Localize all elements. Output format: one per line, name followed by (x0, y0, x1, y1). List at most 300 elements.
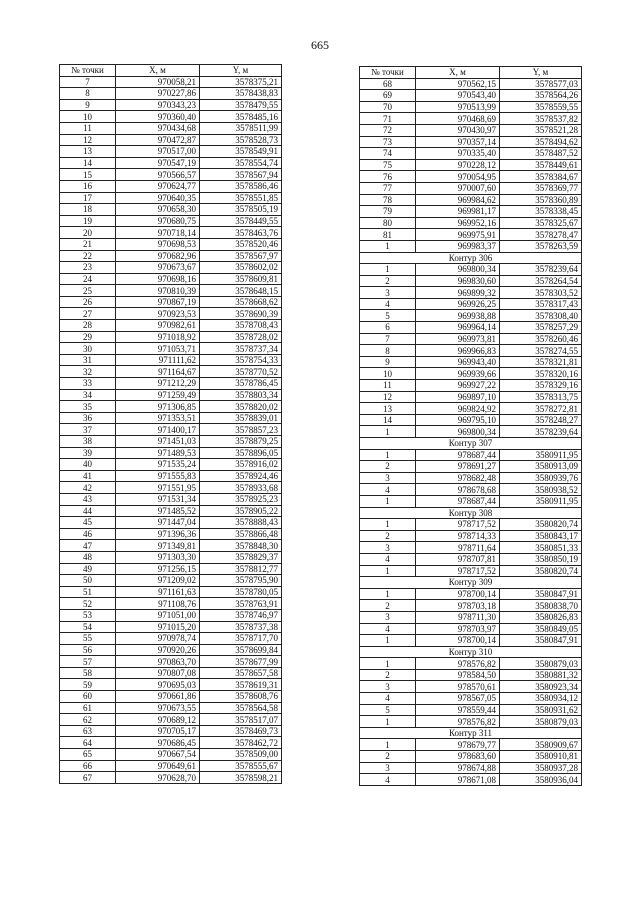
table-row (360, 310, 582, 322)
cell-point-number: 81 (360, 229, 416, 241)
cell-x: 978687,44 (416, 449, 500, 461)
cell-y: 3578857,23 (200, 424, 282, 436)
cell-y: 3578820,02 (200, 401, 282, 413)
cell-x: 971303,30 (116, 551, 200, 563)
table-row (360, 704, 582, 716)
cell-x: 969943,40 (416, 356, 500, 368)
cell-x: 970695,03 (116, 679, 200, 691)
cell-y: 3580879,03 (500, 658, 582, 670)
table-row (60, 76, 282, 88)
cell-point-number: 71 (360, 113, 416, 125)
cell-y: 3578812,77 (200, 563, 282, 575)
cell-point-number: 13 (60, 146, 116, 158)
cell-point-number: 45 (60, 517, 116, 529)
table-row (360, 171, 582, 183)
cell-y: 3578866,48 (200, 528, 282, 540)
table-row (60, 528, 282, 540)
cell-x: 978717,52 (416, 519, 500, 531)
cell-x: 978711,64 (416, 542, 500, 554)
cell-y: 3578780,05 (200, 586, 282, 598)
cell-x: 969984,62 (416, 194, 500, 206)
cell-x: 971489,53 (116, 447, 200, 459)
table-row (60, 621, 282, 633)
cell-point-number: 69 (360, 90, 416, 102)
cell-point-number: 27 (60, 308, 116, 320)
cell-y: 3578619,31 (200, 679, 282, 691)
cell-point-number: 41 (60, 470, 116, 482)
cell-y: 3578551,85 (200, 192, 282, 204)
cell-x: 970686,45 (116, 737, 200, 749)
table-row (60, 656, 282, 668)
cell-x: 978570,61 (416, 681, 500, 693)
cell-point-number: 5 (360, 310, 416, 322)
cell-point-number: 11 (60, 122, 116, 134)
cell-point-number: 10 (360, 368, 416, 380)
cell-x: 971256,15 (116, 563, 200, 575)
cell-point-number: 1 (360, 495, 416, 507)
table-row (360, 113, 582, 125)
cell-point-number: 17 (60, 192, 116, 204)
cell-point-number: 36 (60, 412, 116, 424)
cell-x: 978714,33 (416, 530, 500, 542)
cell-x: 978683,60 (416, 751, 500, 763)
cell-x: 971535,24 (116, 459, 200, 471)
cell-x: 970007,60 (416, 182, 500, 194)
cell-y: 3578763,91 (200, 598, 282, 610)
cell-point-number: 34 (60, 389, 116, 401)
cell-x: 970513,99 (416, 101, 500, 113)
cell-y: 3578520,46 (200, 238, 282, 250)
table-row (60, 749, 282, 761)
cell-y: 3578677,99 (200, 656, 282, 668)
cell-point-number: 1 (360, 739, 416, 751)
cell-y: 3580938,52 (500, 484, 582, 496)
cell-point-number: 72 (360, 124, 416, 136)
cell-y: 3578737,38 (200, 621, 282, 633)
table-row (60, 737, 282, 749)
cell-y: 3580879,03 (500, 716, 582, 728)
cell-x: 969800,34 (416, 264, 500, 276)
cell-y: 3580820,74 (500, 519, 582, 531)
cell-x: 971447,04 (116, 517, 200, 529)
cell-y: 3578509,00 (200, 749, 282, 761)
cell-point-number: 1 (360, 565, 416, 577)
cell-y: 3578511,99 (200, 122, 282, 134)
cell-x: 970227,86 (116, 88, 200, 100)
cell-y: 3580820,74 (500, 565, 582, 577)
table-row (60, 667, 282, 679)
cell-point-number: 19 (60, 215, 116, 227)
cell-x: 978703,97 (416, 623, 500, 635)
cell-x: 969926,25 (416, 298, 500, 310)
cell-y: 3580851,33 (500, 542, 582, 554)
cell-x: 970228,12 (416, 159, 500, 171)
table-row (60, 273, 282, 285)
cell-point-number: 80 (360, 217, 416, 229)
cell-y: 3578586,46 (200, 180, 282, 192)
table-row (60, 169, 282, 181)
cell-y: 3578239,64 (500, 264, 582, 276)
table-row (360, 739, 582, 751)
cell-y: 3578449,55 (200, 215, 282, 227)
cell-y: 3578924,46 (200, 470, 282, 482)
cell-point-number: 1 (360, 426, 416, 438)
table-row (60, 331, 282, 343)
cell-x: 971551,95 (116, 482, 200, 494)
table-row (60, 575, 282, 587)
cell-point-number: 1 (360, 449, 416, 461)
cell-point-number: 15 (60, 169, 116, 181)
table-row (60, 88, 282, 100)
cell-point-number: 8 (60, 88, 116, 100)
table-row (60, 227, 282, 239)
cell-y: 3578257,29 (500, 322, 582, 334)
cell-x: 970807,08 (116, 667, 200, 679)
table-row (60, 204, 282, 216)
table-row (360, 588, 582, 600)
cell-x: 970680,75 (116, 215, 200, 227)
cell-point-number: 62 (60, 714, 116, 726)
table-row (360, 380, 582, 392)
cell-point-number: 59 (60, 679, 116, 691)
table-row (60, 447, 282, 459)
table-row (360, 368, 582, 380)
cell-point-number: 70 (360, 101, 416, 113)
cell-point-number: 7 (360, 333, 416, 345)
cell-y: 3578308,40 (500, 310, 582, 322)
cell-x: 970434,68 (116, 122, 200, 134)
cell-point-number: 57 (60, 656, 116, 668)
cell-point-number: 66 (60, 760, 116, 772)
contour-row (360, 438, 582, 450)
table-row (360, 565, 582, 577)
table-row (360, 275, 582, 287)
cell-x: 971531,34 (116, 493, 200, 505)
table-row (360, 414, 582, 426)
cell-y: 3578648,15 (200, 285, 282, 297)
cell-x: 970472,87 (116, 134, 200, 146)
page-number: 665 (311, 38, 329, 52)
contour-title: Контур 308 (360, 507, 582, 519)
cell-y: 3580847,91 (500, 635, 582, 647)
cell-x: 970867,19 (116, 296, 200, 308)
cell-y: 3578320,16 (500, 368, 582, 380)
cell-y: 3578559,55 (500, 101, 582, 113)
table-row (360, 669, 582, 681)
table-row (360, 403, 582, 415)
cell-y: 3578848,30 (200, 540, 282, 552)
cell-x: 971015,20 (116, 621, 200, 633)
cell-x: 970661,86 (116, 691, 200, 703)
cell-x: 970566,57 (116, 169, 200, 181)
table-row (60, 401, 282, 413)
table-row (360, 553, 582, 565)
table-row (360, 264, 582, 276)
table-row (360, 774, 582, 786)
cell-point-number: 1 (360, 588, 416, 600)
cell-y: 3578239,64 (500, 426, 582, 438)
cell-point-number: 65 (60, 749, 116, 761)
cell-x: 970978,74 (116, 633, 200, 645)
cell-x: 978707,81 (416, 553, 500, 565)
table-row (360, 472, 582, 484)
cell-x: 970517,00 (116, 146, 200, 158)
cell-x: 970543,40 (416, 90, 500, 102)
cell-x: 978691,27 (416, 461, 500, 473)
cell-point-number: 25 (60, 285, 116, 297)
cell-x: 971306,85 (116, 401, 200, 413)
cell-point-number: 1 (360, 658, 416, 670)
cell-x: 970673,55 (116, 702, 200, 714)
table-row (360, 345, 582, 357)
table-row (360, 298, 582, 310)
cell-y: 3578248,27 (500, 414, 582, 426)
cell-y: 3578274,55 (500, 345, 582, 357)
cell-y: 3578786,45 (200, 378, 282, 390)
contour-row (360, 507, 582, 519)
cell-y: 3578770,52 (200, 366, 282, 378)
cell-point-number: 2 (360, 530, 416, 542)
table-row (60, 320, 282, 332)
table-header-row (360, 67, 582, 79)
cell-point-number: 79 (360, 206, 416, 218)
cell-point-number: 1 (360, 264, 416, 276)
cell-y: 3580931,62 (500, 704, 582, 716)
cell-point-number: 3 (360, 472, 416, 484)
table-row (360, 78, 582, 90)
cell-y: 3578905,22 (200, 505, 282, 517)
cell-x: 969975,91 (416, 229, 500, 241)
table-row (60, 134, 282, 146)
table-header-row (60, 65, 282, 77)
cell-y: 3578598,21 (200, 772, 282, 784)
table-row (60, 551, 282, 563)
cell-point-number: 63 (60, 725, 116, 737)
cell-point-number: 3 (360, 287, 416, 299)
cell-y: 3578564,26 (500, 90, 582, 102)
cell-x: 970673,67 (116, 262, 200, 274)
contour-row (360, 577, 582, 589)
cell-point-number: 33 (60, 378, 116, 390)
cell-point-number: 73 (360, 136, 416, 148)
cell-x: 970920,26 (116, 644, 200, 656)
cell-x: 970058,21 (116, 76, 200, 88)
header-x: Х, м (416, 67, 500, 79)
cell-y: 3580826,83 (500, 611, 582, 623)
cell-point-number: 18 (60, 204, 116, 216)
table-row (60, 517, 282, 529)
cell-point-number: 4 (360, 484, 416, 496)
table-row (60, 250, 282, 262)
table-row (360, 623, 582, 635)
cell-x: 970705,17 (116, 725, 200, 737)
contour-title: Контур 311 (360, 727, 582, 739)
cell-point-number: 35 (60, 401, 116, 413)
table-row (60, 424, 282, 436)
table-row (360, 681, 582, 693)
cell-x: 970335,40 (416, 148, 500, 160)
cell-point-number: 2 (360, 600, 416, 612)
cell-y: 3578485,16 (200, 111, 282, 123)
cell-y: 3580937,28 (500, 762, 582, 774)
cell-point-number: 9 (360, 356, 416, 368)
cell-x: 978700,14 (416, 635, 500, 647)
table-body (360, 78, 582, 785)
table-row (60, 725, 282, 737)
table-row (360, 124, 582, 136)
cell-y: 3578916,02 (200, 459, 282, 471)
table-row (60, 146, 282, 158)
cell-y: 3578469,73 (200, 725, 282, 737)
table-row (60, 308, 282, 320)
cell-point-number: 47 (60, 540, 116, 552)
cell-x: 970689,12 (116, 714, 200, 726)
coordinates-table-right (359, 66, 582, 786)
cell-y: 3578329,16 (500, 380, 582, 392)
cell-y: 3578479,55 (200, 99, 282, 111)
cell-point-number: 24 (60, 273, 116, 285)
cell-y: 3578463,76 (200, 227, 282, 239)
cell-x: 970640,35 (116, 192, 200, 204)
cell-y: 3578657,58 (200, 667, 282, 679)
cell-y: 3578462,72 (200, 737, 282, 749)
table-row (360, 90, 582, 102)
cell-x: 971396,36 (116, 528, 200, 540)
cell-y: 3578263,59 (500, 240, 582, 252)
cell-y: 3578699,84 (200, 644, 282, 656)
cell-point-number: 4 (360, 298, 416, 310)
cell-point-number: 60 (60, 691, 116, 703)
cell-y: 3580911,95 (500, 495, 582, 507)
table-row (360, 391, 582, 403)
contour-row (360, 646, 582, 658)
cell-y: 3578754,33 (200, 354, 282, 366)
cell-x: 969952,16 (416, 217, 500, 229)
cell-y: 3580913,09 (500, 461, 582, 473)
table-row (60, 714, 282, 726)
cell-y: 3580910,81 (500, 751, 582, 763)
cell-y: 3578278,47 (500, 229, 582, 241)
cell-y: 3580939,76 (500, 472, 582, 484)
cell-x: 970923,53 (116, 308, 200, 320)
cell-point-number: 61 (60, 702, 116, 714)
table-row (360, 182, 582, 194)
cell-x: 970698,16 (116, 273, 200, 285)
cell-point-number: 3 (360, 762, 416, 774)
table-row (60, 505, 282, 517)
cell-point-number: 76 (360, 171, 416, 183)
cell-point-number: 7 (60, 76, 116, 88)
cell-point-number: 32 (60, 366, 116, 378)
cell-point-number: 75 (360, 159, 416, 171)
cell-y: 3578369,77 (500, 182, 582, 194)
cell-point-number: 10 (60, 111, 116, 123)
cell-point-number: 2 (360, 461, 416, 473)
cell-point-number: 64 (60, 737, 116, 749)
cell-x: 970698,53 (116, 238, 200, 250)
cell-y: 3578708,43 (200, 320, 282, 332)
cell-point-number: 54 (60, 621, 116, 633)
cell-y: 3578303,52 (500, 287, 582, 299)
cell-point-number: 1 (360, 716, 416, 728)
table-row (60, 262, 282, 274)
cell-point-number: 58 (60, 667, 116, 679)
table-row (60, 99, 282, 111)
cell-point-number: 22 (60, 250, 116, 262)
cell-x: 970810,39 (116, 285, 200, 297)
cell-x: 971108,76 (116, 598, 200, 610)
table-row (360, 542, 582, 554)
cell-x: 978682,48 (416, 472, 500, 484)
table-row (360, 333, 582, 345)
cell-x: 978679,77 (416, 739, 500, 751)
table-row (60, 493, 282, 505)
cell-x: 970430,97 (416, 124, 500, 136)
contour-row (360, 252, 582, 264)
cell-x: 970054,95 (416, 171, 500, 183)
cell-point-number: 30 (60, 343, 116, 355)
cell-y: 3578438,83 (200, 88, 282, 100)
table-row (360, 484, 582, 496)
cell-point-number: 48 (60, 551, 116, 563)
cell-y: 3578384,67 (500, 171, 582, 183)
cell-x: 969981,17 (416, 206, 500, 218)
cell-y: 3578746,97 (200, 609, 282, 621)
cell-y: 3580911,95 (500, 449, 582, 461)
table-row (360, 693, 582, 705)
header-y: Y, м (500, 67, 582, 79)
cell-x: 978700,14 (416, 588, 500, 600)
cell-point-number: 13 (360, 403, 416, 415)
cell-point-number: 29 (60, 331, 116, 343)
table-row (60, 679, 282, 691)
cell-y: 3580847,91 (500, 588, 582, 600)
table-body (60, 76, 282, 783)
table-row (60, 366, 282, 378)
cell-point-number: 21 (60, 238, 116, 250)
table-row (360, 635, 582, 647)
cell-y: 3578487,52 (500, 148, 582, 160)
table-row (360, 229, 582, 241)
cell-y: 3578264,54 (500, 275, 582, 287)
cell-point-number: 12 (360, 391, 416, 403)
table-row (60, 111, 282, 123)
table-row (360, 159, 582, 171)
table-row (60, 563, 282, 575)
table-row (60, 180, 282, 192)
cell-point-number: 3 (360, 611, 416, 623)
cell-x: 971451,03 (116, 436, 200, 448)
cell-point-number: 4 (360, 553, 416, 565)
cell-y: 3578325,67 (500, 217, 582, 229)
cell-point-number: 1 (360, 635, 416, 647)
cell-point-number: 50 (60, 575, 116, 587)
cell-point-number: 44 (60, 505, 116, 517)
cell-y: 3578795,90 (200, 575, 282, 587)
cell-point-number: 20 (60, 227, 116, 239)
cell-x: 971353,51 (116, 412, 200, 424)
cell-point-number: 42 (60, 482, 116, 494)
cell-point-number: 16 (60, 180, 116, 192)
cell-x: 969927,22 (416, 380, 500, 392)
table-row (60, 215, 282, 227)
cell-point-number: 28 (60, 320, 116, 332)
cell-point-number: 4 (360, 693, 416, 705)
cell-y: 3578554,74 (200, 157, 282, 169)
cell-y: 3580838,70 (500, 600, 582, 612)
cell-point-number: 8 (360, 345, 416, 357)
cell-point-number: 12 (60, 134, 116, 146)
